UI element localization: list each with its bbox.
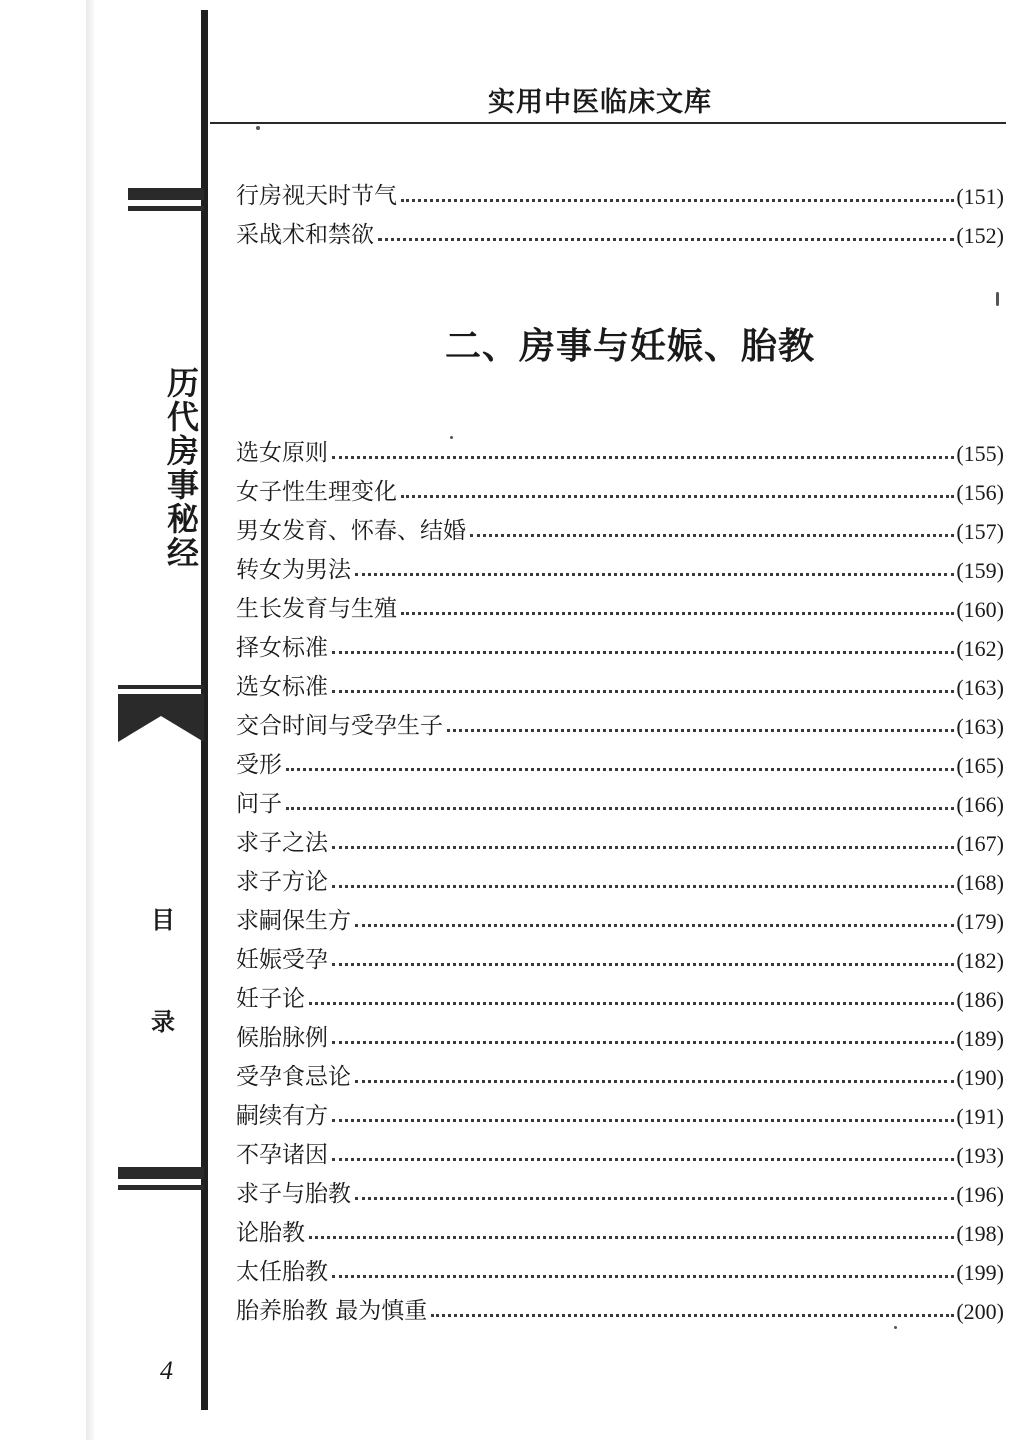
book-title: 历代房事秘经 [162,366,200,570]
toc-leader-dots [309,1002,954,1005]
toc-leader-dots [401,199,954,202]
toc-entry-title: 求子与胎教 [236,1181,351,1207]
page-number: 4 [160,1356,173,1385]
toc-leader-dots [332,885,954,888]
toc-entry [236,1247,1004,1286]
toc-entry-page: (200) [956,1299,1004,1324]
decorative-bar [128,206,204,211]
toc-entry-title: 不孕诸因 [236,1142,328,1168]
toc-leader-dots [332,1275,954,1278]
toc-entry [236,210,1004,249]
toc-entry-page: (155) [956,441,1004,466]
toc-list-top [236,171,1004,249]
toc-leader-dots [332,690,954,693]
toc-entry-title: 嗣续有方 [236,1103,328,1129]
toc-entry [236,623,1004,662]
toc-entry [236,1052,1004,1091]
toc-entry-page: (159) [956,558,1004,583]
toc-entry [236,1169,1004,1208]
toc-entry-title: 妊子论 [236,986,305,1012]
ribbon-line [118,685,204,689]
toc-entry-page: (165) [956,753,1004,778]
toc-leader-dots [355,1197,954,1200]
scan-speck [450,436,453,439]
toc-entry [236,506,1004,545]
toc-entry-page: (193) [956,1143,1004,1168]
toc-leader-dots [378,238,954,241]
toc-entry-page: (182) [956,948,1004,973]
toc-leader-dots [309,1236,954,1239]
scan-speck [894,1326,897,1329]
toc-leader-dots [332,1158,954,1161]
toc-entry [236,428,1004,467]
toc-entry-title: 选女原则 [236,440,328,466]
toc-entry [236,701,1004,740]
toc-list-section [236,428,1004,1325]
toc-entry-page: (163) [956,714,1004,739]
toc-leader-dots [286,807,954,810]
toc-leader-dots [470,534,954,537]
toc-leader-dots [332,651,954,654]
header-rule [210,122,1006,124]
toc-entry [236,1208,1004,1247]
toc-entry [236,662,1004,701]
toc-entry-title: 选女标准 [236,674,328,700]
toc-entry-title: 求嗣保生方 [236,908,351,934]
toc-entry [236,896,1004,935]
toc-leader-dots [447,729,954,732]
toc-entry-page: (157) [956,519,1004,544]
contents-label-mu: 目 [151,905,175,934]
toc-entry-title: 求子之法 [236,830,328,856]
toc-leader-dots [332,846,954,849]
ribbon-icon [118,694,204,742]
toc-entry-page: (168) [956,870,1004,895]
toc-entry-page: (196) [956,1182,1004,1207]
toc-entry-title: 行房视天时节气 [236,183,397,209]
toc-entry [236,171,1004,210]
toc-leader-dots [431,1314,954,1317]
toc-entry [236,740,1004,779]
toc-leader-dots [355,573,954,576]
toc-entry-title: 受孕食忌论 [236,1064,351,1090]
toc-entry [236,1130,1004,1169]
toc-entry [236,467,1004,506]
decorative-bar [128,188,204,200]
toc-entry-page: (156) [956,480,1004,505]
contents-label-lu: 录 [151,1007,175,1036]
toc-entry-page: (198) [956,1221,1004,1246]
decorative-bar [118,1167,204,1179]
toc-entry-title: 太任胎教 [236,1259,328,1285]
toc-entry-page: (199) [956,1260,1004,1285]
toc-entry-page: (152) [956,223,1004,248]
toc-entry [236,779,1004,818]
toc-leader-dots [332,963,954,966]
scan-edge [86,0,94,1440]
toc-entry-title: 求子方论 [236,869,328,895]
scan-speck [996,292,999,306]
toc-leader-dots [332,456,954,459]
toc-entry-title: 问子 [236,791,282,817]
toc-entry [236,857,1004,896]
toc-entry-title: 交合时间与受孕生子 [236,713,443,739]
toc-entry-page: (186) [956,987,1004,1012]
toc-entry-page: (160) [956,597,1004,622]
toc-leader-dots [355,1080,954,1083]
toc-entry-title: 生长发育与生殖 [236,596,397,622]
toc-entry-page: (166) [956,792,1004,817]
toc-entry [236,584,1004,623]
toc-entry-page: (191) [956,1104,1004,1129]
toc-entry-title: 受形 [236,752,282,778]
decorative-bar [118,1185,204,1190]
section-heading: 二、房事与妊娠、胎教 [444,325,815,367]
toc-entry [236,1091,1004,1130]
toc-entry-page: (189) [956,1026,1004,1051]
toc-leader-dots [332,1119,954,1122]
toc-leader-dots [332,1041,954,1044]
scan-speck [256,126,260,130]
toc-leader-dots [286,768,954,771]
toc-entry [236,1286,1004,1325]
toc-entry [236,818,1004,857]
toc-entry-title: 男女发育、怀春、结婚 [236,518,466,544]
toc-leader-dots [355,924,954,927]
toc-entry-title: 论胎教 [236,1220,305,1246]
toc-entry-title: 妊娠受孕 [236,947,328,973]
toc-entry-title: 采战术和禁欲 [236,222,374,248]
toc-entry-page: (151) [956,184,1004,209]
toc-entry-title: 胎养胎教 最为慎重 [236,1298,428,1324]
toc-entry-title: 择女标准 [236,635,328,661]
toc-entry-page: (190) [956,1065,1004,1090]
toc-leader-dots [401,495,954,498]
toc-entry [236,935,1004,974]
toc-entry-title: 女子性生理变化 [236,479,397,505]
toc-entry-page: (162) [956,636,1004,661]
toc-entry-title: 转女为男法 [236,557,351,583]
toc-entry-page: (163) [956,675,1004,700]
toc-leader-dots [401,612,954,615]
toc-entry-title: 候胎脉例 [236,1025,328,1051]
toc-entry [236,1013,1004,1052]
series-title: 实用中医临床文库 [488,87,712,118]
toc-entry [236,545,1004,584]
toc-entry-page: (167) [956,831,1004,856]
toc-entry [236,974,1004,1013]
toc-entry-page: (179) [956,909,1004,934]
